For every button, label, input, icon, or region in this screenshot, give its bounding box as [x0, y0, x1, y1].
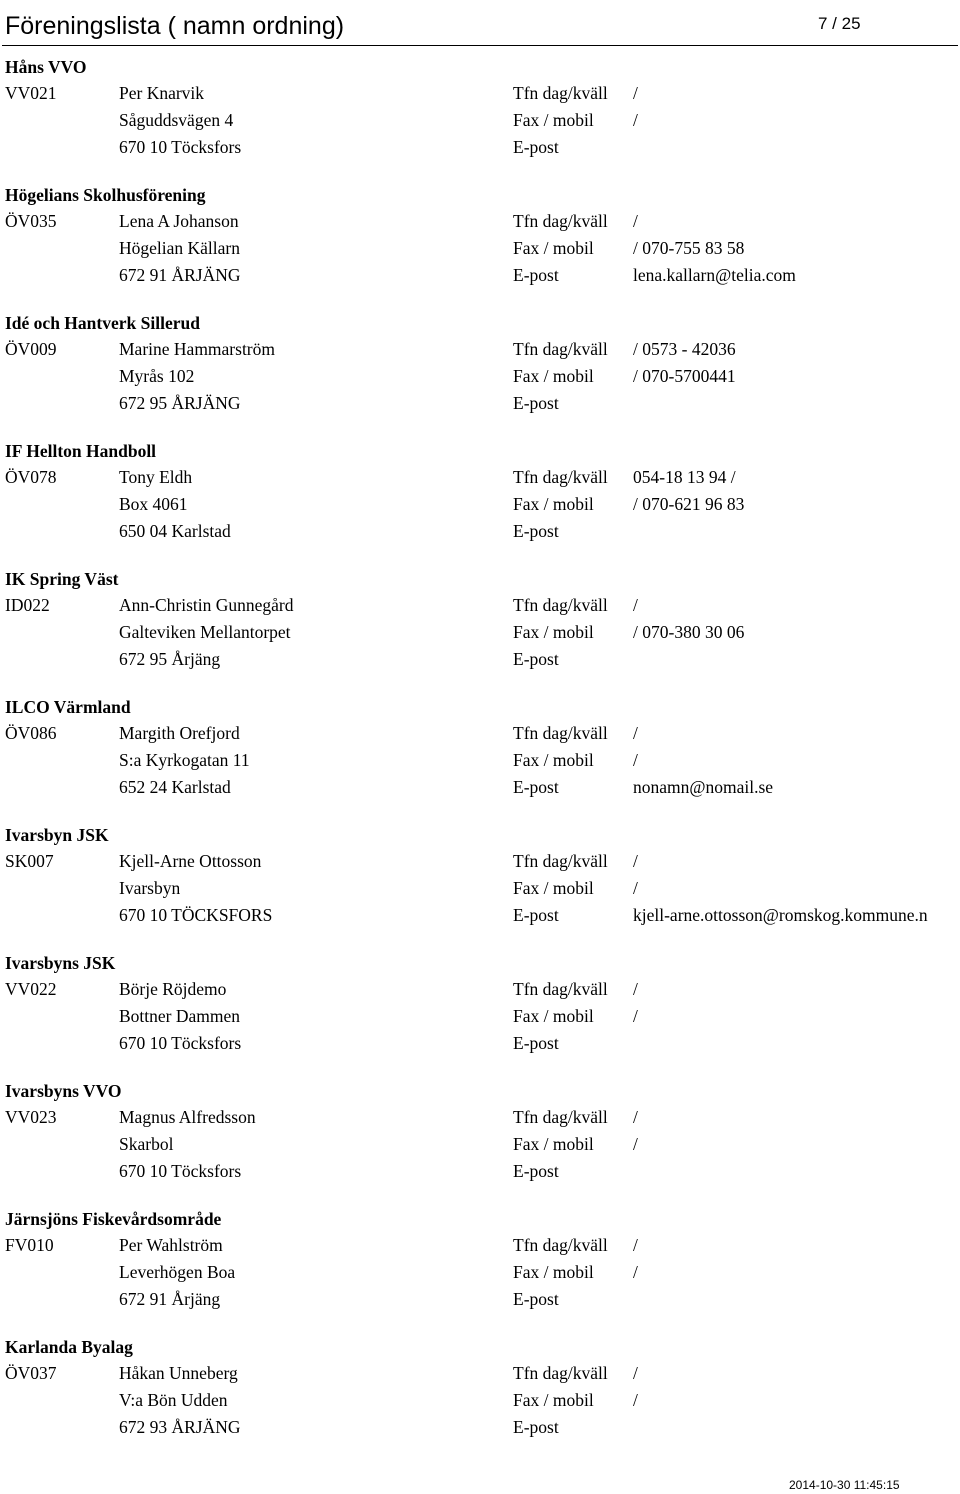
- association-entry: [0, 1204, 960, 1332]
- contact-name: Lena A Johanson: [119, 211, 239, 231]
- phone-value: /: [633, 1107, 638, 1127]
- contact-name: Marine Hammarström: [119, 339, 275, 359]
- association-name: IF Hellton Handboll: [5, 441, 157, 461]
- contact-name: Margith Orefjord: [119, 723, 240, 743]
- association-entry: [0, 308, 960, 436]
- fax-mobile-label: Fax / mobil: [513, 366, 594, 386]
- email-value: kjell-arne.ottosson@romskog.kommune.n: [633, 905, 928, 925]
- association-name: IK Spring Väst: [5, 569, 119, 589]
- phone-label: Tfn dag/kväll: [513, 467, 608, 487]
- email-label: E-post: [513, 393, 559, 413]
- association-entry: [0, 1332, 960, 1460]
- fax-mobile-label: Fax / mobil: [513, 750, 594, 770]
- association-code: VV021: [5, 83, 57, 103]
- postal-city: 672 95 ÅRJÄNG: [119, 393, 241, 413]
- association-name: ILCO Värmland: [5, 697, 131, 717]
- street-address: Ivarsbyn: [119, 878, 181, 898]
- association-code: ÖV037: [5, 1363, 57, 1383]
- fax-mobile-value: / 070-5700441: [633, 366, 736, 386]
- street-address: Box 4061: [119, 494, 188, 514]
- phone-value: /: [633, 1235, 638, 1255]
- postal-city: 670 10 Töcksfors: [119, 137, 242, 157]
- association-code: VV022: [5, 979, 57, 999]
- email-value: nonamn@nomail.se: [633, 777, 774, 797]
- contact-name: Ann-Christin Gunnegård: [119, 595, 294, 615]
- association-code: ÖV086: [5, 723, 57, 743]
- email-label: E-post: [513, 905, 559, 925]
- phone-value: /: [633, 1363, 638, 1383]
- association-name: Ivarsbyns VVO: [5, 1081, 122, 1101]
- email-label: E-post: [513, 1417, 559, 1437]
- phone-label: Tfn dag/kväll: [513, 83, 608, 103]
- page-header: [0, 0, 960, 48]
- print-timestamp: 2014-10-30 11:45:15: [789, 1478, 900, 1492]
- fax-mobile-label: Fax / mobil: [513, 1390, 594, 1410]
- association-entry: [0, 692, 960, 820]
- fax-mobile-value: /: [633, 750, 638, 770]
- phone-label: Tfn dag/kväll: [513, 211, 608, 231]
- association-code: SK007: [5, 851, 54, 871]
- email-label: E-post: [513, 1289, 559, 1309]
- street-address: Bottner Dammen: [119, 1006, 241, 1026]
- email-label: E-post: [513, 521, 559, 541]
- contact-name: Kjell-Arne Ottosson: [119, 851, 262, 871]
- contact-name: Tony Eldh: [119, 467, 193, 487]
- email-label: E-post: [513, 1033, 559, 1053]
- association-name: Högelians Skolhusförening: [5, 185, 206, 205]
- phone-label: Tfn dag/kväll: [513, 979, 608, 999]
- email-label: E-post: [513, 265, 559, 285]
- association-list: [0, 52, 960, 1460]
- fax-mobile-value: /: [633, 878, 638, 898]
- fax-mobile-label: Fax / mobil: [513, 878, 594, 898]
- fax-mobile-value: /: [633, 1262, 638, 1282]
- association-code: ID022: [5, 595, 50, 615]
- association-name: Karlanda Byalag: [5, 1337, 133, 1357]
- street-address: Galteviken Mellantorpet: [119, 622, 291, 642]
- fax-mobile-label: Fax / mobil: [513, 494, 594, 514]
- postal-city: 672 93 ÅRJÄNG: [119, 1417, 241, 1437]
- association-entry: [0, 820, 960, 948]
- fax-mobile-label: Fax / mobil: [513, 1134, 594, 1154]
- postal-city: 650 04 Karlstad: [119, 521, 231, 541]
- contact-name: Per Knarvik: [119, 83, 205, 103]
- fax-mobile-value: /: [633, 110, 638, 130]
- street-address: Högelian Källarn: [119, 238, 240, 258]
- fax-mobile-value: /: [633, 1390, 638, 1410]
- street-address: V:a Bön Udden: [119, 1390, 228, 1410]
- phone-value: /: [633, 211, 638, 231]
- association-code: VV023: [5, 1107, 57, 1127]
- email-label: E-post: [513, 649, 559, 669]
- phone-value: /: [633, 83, 638, 103]
- contact-name: Håkan Unneberg: [119, 1363, 238, 1383]
- phone-label: Tfn dag/kväll: [513, 723, 608, 743]
- postal-city: 652 24 Karlstad: [119, 777, 231, 797]
- association-code: ÖV035: [5, 211, 57, 231]
- association-name: Håns VVO: [5, 57, 87, 77]
- association-name: Idé och Hantverk Sillerud: [5, 313, 200, 333]
- contact-name: Börje Röjdemo: [119, 979, 227, 999]
- association-name: Järnsjöns Fiskevårdsområde: [5, 1209, 222, 1229]
- phone-value: /: [633, 979, 638, 999]
- phone-label: Tfn dag/kväll: [513, 851, 608, 871]
- street-address: Leverhögen Boa: [119, 1262, 236, 1282]
- association-code: ÖV078: [5, 467, 57, 487]
- phone-value: /: [633, 851, 638, 871]
- contact-name: Per Wahlström: [119, 1235, 223, 1255]
- phone-label: Tfn dag/kväll: [513, 595, 608, 615]
- postal-city: 672 91 Årjäng: [119, 1289, 221, 1309]
- association-entry: [0, 948, 960, 1076]
- phone-value: /: [633, 595, 638, 615]
- association-entry: [0, 52, 960, 180]
- association-entry: [0, 564, 960, 692]
- phone-value: 054-18 13 94 /: [633, 467, 736, 487]
- postal-city: 670 10 Töcksfors: [119, 1033, 242, 1053]
- fax-mobile-value: /: [633, 1006, 638, 1026]
- email-value: lena.kallarn@telia.com: [633, 265, 796, 285]
- street-address: Skarbol: [119, 1134, 174, 1154]
- postal-city: 670 10 TÖCKSFORS: [119, 905, 273, 925]
- fax-mobile-label: Fax / mobil: [513, 1262, 594, 1282]
- street-address: Såguddsvägen 4: [119, 110, 234, 130]
- association-entry: [0, 1076, 960, 1204]
- email-label: E-post: [513, 137, 559, 157]
- phone-value: / 0573 - 42036: [633, 339, 736, 359]
- page-title: Föreningslista ( namn ordning): [5, 12, 345, 40]
- email-label: E-post: [513, 777, 559, 797]
- association-name: Ivarsbyns JSK: [5, 953, 116, 973]
- postal-city: 672 95 Årjäng: [119, 649, 221, 669]
- phone-label: Tfn dag/kväll: [513, 339, 608, 359]
- fax-mobile-label: Fax / mobil: [513, 1006, 594, 1026]
- phone-label: Tfn dag/kväll: [513, 1235, 608, 1255]
- fax-mobile-label: Fax / mobil: [513, 110, 594, 130]
- fax-mobile-value: /: [633, 1134, 638, 1154]
- fax-mobile-label: Fax / mobil: [513, 238, 594, 258]
- association-entry: [0, 436, 960, 564]
- fax-mobile-value: / 070-380 30 06: [633, 622, 745, 642]
- postal-city: 670 10 Töcksfors: [119, 1161, 242, 1181]
- contact-name: Magnus Alfredsson: [119, 1107, 256, 1127]
- fax-mobile-label: Fax / mobil: [513, 622, 594, 642]
- street-address: Myrås 102: [119, 366, 195, 386]
- association-code: ÖV009: [5, 339, 57, 359]
- phone-value: /: [633, 723, 638, 743]
- page-number: 7 / 25: [818, 14, 861, 33]
- street-address: S:a Kyrkogatan 11: [119, 750, 250, 770]
- fax-mobile-value: / 070-621 96 83: [633, 494, 745, 514]
- phone-label: Tfn dag/kväll: [513, 1363, 608, 1383]
- association-name: Ivarsbyn JSK: [5, 825, 109, 845]
- association-entry: [0, 180, 960, 308]
- phone-label: Tfn dag/kväll: [513, 1107, 608, 1127]
- fax-mobile-value: / 070-755 83 58: [633, 238, 745, 258]
- association-code: FV010: [5, 1235, 54, 1255]
- postal-city: 672 91 ÅRJÄNG: [119, 265, 241, 285]
- email-label: E-post: [513, 1161, 559, 1181]
- header-divider: [2, 45, 958, 46]
